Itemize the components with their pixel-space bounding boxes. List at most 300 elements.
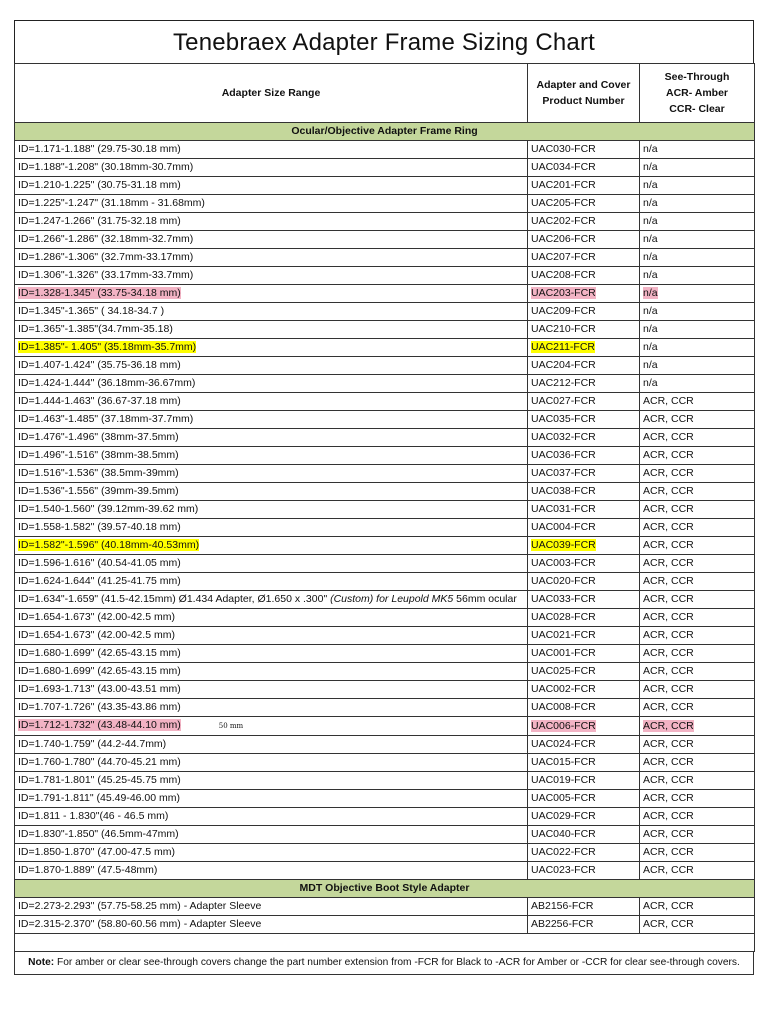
see-through-cell-text: ACR, CCR xyxy=(643,828,694,840)
range-cell-text: ID=2.315-2.370" (58.80-60.56 mm) - Adapter Sleeve xyxy=(18,918,262,930)
product-number-cell-text: UAC203-FCR xyxy=(531,287,596,299)
product-number-cell-text: UAC202-FCR xyxy=(531,215,596,227)
product-number-cell xyxy=(528,303,640,321)
range-cell-text: ID=1.582"-1.596" (40.18mm-40.53mm) xyxy=(18,539,200,551)
product-number-cell xyxy=(528,429,640,447)
table-row xyxy=(15,519,755,537)
range-cell-text: ID=1.424-1.444" (36.18mm-36.67mm) xyxy=(18,377,196,389)
see-through-cell-text: ACR, CCR xyxy=(643,701,694,713)
range-cell xyxy=(15,429,528,447)
product-number-cell xyxy=(528,321,640,339)
see-through-cell xyxy=(640,267,755,285)
see-through-cell xyxy=(640,177,755,195)
table-row xyxy=(15,916,755,934)
range-cell xyxy=(15,321,528,339)
product-number-cell xyxy=(528,736,640,754)
range-cell-text: ID=1.654-1.673" (42.00-42.5 mm) xyxy=(18,611,175,623)
table-row xyxy=(15,339,755,357)
see-through-cell-text: ACR, CCR xyxy=(643,774,694,786)
table-row xyxy=(15,429,755,447)
product-number-cell xyxy=(528,555,640,573)
product-number-cell xyxy=(528,717,640,736)
product-number-cell-text: UAC206-FCR xyxy=(531,233,596,245)
see-through-cell xyxy=(640,141,755,159)
table-row xyxy=(15,537,755,555)
see-through-cell-text: ACR, CCR xyxy=(643,683,694,695)
see-through-cell-text: n/a xyxy=(643,269,658,281)
range-cell-text: ID=1.680-1.699" (42.65-43.15 mm) xyxy=(18,647,181,659)
see-through-cell xyxy=(640,645,755,663)
product-number-cell-text: UAC004-FCR xyxy=(531,521,596,533)
blank-row xyxy=(15,934,755,952)
range-cell-text: ID=1.693-1.713" (43.00-43.51 mm) xyxy=(18,683,181,695)
product-number-cell-text: UAC204-FCR xyxy=(531,359,596,371)
product-number-cell-text: UAC208-FCR xyxy=(531,269,596,281)
note-label: Note: xyxy=(28,957,55,968)
table-row xyxy=(15,573,755,591)
see-through-cell xyxy=(640,519,755,537)
see-through-cell-text: ACR, CCR xyxy=(643,521,694,533)
see-through-cell-text: ACR, CCR xyxy=(643,665,694,677)
see-through-cell-text: ACR, CCR xyxy=(643,593,694,605)
product-number-cell xyxy=(528,339,640,357)
product-number-cell-text: UAC006-FCR xyxy=(531,719,596,732)
range-cell xyxy=(15,177,528,195)
see-through-cell xyxy=(640,483,755,501)
product-number-cell-text: UAC036-FCR xyxy=(531,449,596,461)
product-number-cell-text: UAC029-FCR xyxy=(531,810,596,822)
product-number-cell xyxy=(528,159,640,177)
range-cell-text: ID=1.811 - 1.830"(46 - 46.5 mm) xyxy=(18,810,169,822)
see-through-cell-text: ACR, CCR xyxy=(643,629,694,641)
product-number-cell-text: UAC027-FCR xyxy=(531,395,596,407)
product-number-cell xyxy=(528,772,640,790)
range-cell xyxy=(15,357,528,375)
see-through-cell xyxy=(640,754,755,772)
product-number-cell xyxy=(528,285,640,303)
range-cell xyxy=(15,844,528,862)
product-number-cell-text: UAC039-FCR xyxy=(531,539,596,551)
product-number-cell xyxy=(528,195,640,213)
product-number-cell xyxy=(528,826,640,844)
range-cell xyxy=(15,627,528,645)
see-through-cell-text: n/a xyxy=(643,287,658,299)
range-cell-text: ID=1.225"-1.247" (31.18mm - 31.68mm) xyxy=(18,197,205,209)
see-through-cell-text: n/a xyxy=(643,233,658,245)
range-cell xyxy=(15,249,528,267)
range-cell-text: ID=1.266"-1.286" (32.18mm-32.7mm) xyxy=(18,233,194,245)
see-through-cell-text: n/a xyxy=(643,341,658,353)
table-row xyxy=(15,375,755,393)
product-number-cell xyxy=(528,627,640,645)
see-through-cell xyxy=(640,465,755,483)
range-cell-text: ID=1.870-1.889" (47.5-48mm) xyxy=(18,864,158,876)
see-through-cell-text: ACR, CCR xyxy=(643,864,694,876)
see-through-cell-text: ACR, CCR xyxy=(643,395,694,407)
product-number-cell-text: UAC002-FCR xyxy=(531,683,596,695)
see-through-cell-text: ACR, CCR xyxy=(643,449,694,461)
see-through-cell xyxy=(640,573,755,591)
see-through-cell-text: n/a xyxy=(643,215,658,227)
see-through-cell xyxy=(640,591,755,609)
product-number-cell-text: UAC033-FCR xyxy=(531,593,596,605)
product-number-cell-text: UAC038-FCR xyxy=(531,485,596,497)
product-number-cell-text: UAC028-FCR xyxy=(531,611,596,623)
range-cell-text: ID=1.328-1.345" (33.75-34.18 mm) xyxy=(18,287,181,299)
product-number-cell-text: UAC211-FCR xyxy=(531,341,595,353)
product-number-cell-text: UAC021-FCR xyxy=(531,629,596,641)
table-row xyxy=(15,826,755,844)
product-number-cell-text: UAC032-FCR xyxy=(531,431,596,443)
product-number-cell-text: UAC008-FCR xyxy=(531,701,596,713)
table-row xyxy=(15,213,755,231)
product-number-cell-text: UAC015-FCR xyxy=(531,756,596,768)
see-through-cell xyxy=(640,303,755,321)
range-cell-text: ID=1.654-1.673" (42.00-42.5 mm) xyxy=(18,629,175,641)
range-cell xyxy=(15,375,528,393)
range-cell xyxy=(15,717,528,736)
table-row xyxy=(15,555,755,573)
section-title: MDT Objective Boot Style Adapter xyxy=(15,880,755,898)
see-through-cell-text: ACR, CCR xyxy=(643,575,694,587)
product-number-cell-text: UAC019-FCR xyxy=(531,774,596,786)
range-cell-text: ID=1.558-1.582" (39.57-40.18 mm) xyxy=(18,521,181,533)
blank-cell xyxy=(15,934,755,952)
header-see-through: See-Through ACR- Amber CCR- Clear xyxy=(640,64,755,123)
see-through-cell xyxy=(640,699,755,717)
table-row xyxy=(15,267,755,285)
range-cell xyxy=(15,736,528,754)
range-cell xyxy=(15,483,528,501)
see-through-cell-text: ACR, CCR xyxy=(643,413,694,425)
see-through-cell xyxy=(640,717,755,736)
see-through-cell-text: ACR, CCR xyxy=(643,485,694,497)
see-through-cell-text: ACR, CCR xyxy=(643,918,694,930)
table-row xyxy=(15,177,755,195)
table-row xyxy=(15,357,755,375)
range-cell-text: ID=1.850-1.870" (47.00-47.5 mm) xyxy=(18,846,175,858)
see-through-cell-text: n/a xyxy=(643,161,658,173)
range-cell-text: ID=1.712-1.732" (43.48-44.10 mm) xyxy=(18,719,181,731)
see-through-cell xyxy=(640,411,755,429)
see-through-cell-text: n/a xyxy=(643,143,658,155)
table-row xyxy=(15,772,755,790)
product-number-cell xyxy=(528,916,640,934)
range-cell xyxy=(15,772,528,790)
range-cell-text: ID=1.496"-1.516" (38mm-38.5mm) xyxy=(18,449,179,461)
see-through-cell xyxy=(640,772,755,790)
see-through-cell xyxy=(640,844,755,862)
table-row xyxy=(15,231,755,249)
range-cell xyxy=(15,393,528,411)
product-number-cell xyxy=(528,808,640,826)
product-number-cell-text: UAC030-FCR xyxy=(531,143,596,155)
product-number-cell xyxy=(528,483,640,501)
product-number-cell xyxy=(528,177,640,195)
see-through-cell xyxy=(640,501,755,519)
note-text: For amber or clear see-through covers change the part number extension from -FCR for Black to -ACR for Amber or -CCR for clear see-through covers. xyxy=(54,957,740,968)
range-cell xyxy=(15,231,528,249)
table-row xyxy=(15,717,755,736)
see-through-cell-text: ACR, CCR xyxy=(643,900,694,912)
product-number-cell xyxy=(528,609,640,627)
product-number-cell-text: UAC001-FCR xyxy=(531,647,596,659)
product-number-cell-text: UAC003-FCR xyxy=(531,557,596,569)
product-number-cell xyxy=(528,573,640,591)
header-product-number: Adapter and Cover Product Number xyxy=(528,64,640,123)
product-number-cell xyxy=(528,213,640,231)
table-row xyxy=(15,321,755,339)
range-cell-text: ID=1.247-1.266" (31.75-32.18 mm) xyxy=(18,215,181,227)
range-cell-text: ID=1.345"-1.365" ( 34.18-34.7 ) xyxy=(18,305,165,317)
range-cell-text: ID=1.171-1.188" (29.75-30.18 mm) xyxy=(18,143,181,155)
range-cell-text: ID=1.476"-1.496" (38mm-37.5mm) xyxy=(18,431,179,443)
product-number-cell-text: UAC205-FCR xyxy=(531,197,596,209)
range-cell xyxy=(15,285,528,303)
table-row xyxy=(15,898,755,916)
see-through-cell-text: ACR, CCR xyxy=(643,539,694,551)
product-number-cell xyxy=(528,591,640,609)
table-row xyxy=(15,862,755,880)
chart-title-box xyxy=(14,20,754,63)
range-cell-text: ID=1.830"-1.850" (46.5mm-47mm) xyxy=(18,828,179,840)
product-number-cell-text: UAC020-FCR xyxy=(531,575,596,587)
range-cell xyxy=(15,537,528,555)
range-tail-text: 56mm ocular xyxy=(453,593,517,605)
range-cell xyxy=(15,591,528,609)
range-italic-text: (Custom) for Leupold MK5 xyxy=(330,593,454,605)
product-number-cell xyxy=(528,754,640,772)
table-row xyxy=(15,249,755,267)
see-through-cell-text: n/a xyxy=(643,323,658,335)
see-through-cell-text: ACR, CCR xyxy=(643,792,694,804)
see-through-cell-text: n/a xyxy=(643,377,658,389)
table-row xyxy=(15,681,755,699)
product-number-cell xyxy=(528,519,640,537)
product-number-cell xyxy=(528,790,640,808)
see-through-cell xyxy=(640,555,755,573)
product-number-cell-text: UAC209-FCR xyxy=(531,305,596,317)
product-number-cell-text: UAC025-FCR xyxy=(531,665,596,677)
product-number-cell-text: UAC023-FCR xyxy=(531,864,596,876)
range-cell-text: ID=1.365"-1.385"(34.7mm-35.18) xyxy=(18,323,173,335)
table-row xyxy=(15,627,755,645)
range-cell xyxy=(15,663,528,681)
see-through-cell xyxy=(640,447,755,465)
product-number-cell xyxy=(528,501,640,519)
table-row xyxy=(15,754,755,772)
table-row xyxy=(15,411,755,429)
see-through-cell-text: ACR, CCR xyxy=(643,756,694,768)
sizing-chart-sheet xyxy=(14,20,754,1014)
range-cell xyxy=(15,808,528,826)
table-row xyxy=(15,501,755,519)
range-cell xyxy=(15,681,528,699)
see-through-cell xyxy=(640,681,755,699)
range-cell xyxy=(15,898,528,916)
see-through-cell xyxy=(640,375,755,393)
see-through-cell xyxy=(640,339,755,357)
range-cell xyxy=(15,754,528,772)
range-cell xyxy=(15,339,528,357)
see-through-cell xyxy=(640,609,755,627)
see-through-cell xyxy=(640,321,755,339)
range-cell-text: ID=1.624-1.644" (41.25-41.75 mm) xyxy=(18,575,181,587)
see-through-cell-text: ACR, CCR xyxy=(643,557,694,569)
see-through-cell xyxy=(640,357,755,375)
range-cell xyxy=(15,573,528,591)
range-cell-text: ID=1.385"- 1.405" (35.18mm-35.7mm) xyxy=(18,341,197,353)
see-through-cell xyxy=(640,790,755,808)
see-through-cell-text: n/a xyxy=(643,197,658,209)
table-row xyxy=(15,483,755,501)
range-cell-text: ID=1.740-1.759" (44.2-44.7mm) xyxy=(18,738,167,750)
product-number-cell xyxy=(528,357,640,375)
product-number-cell xyxy=(528,645,640,663)
see-through-cell-text: ACR, CCR xyxy=(643,503,694,515)
range-cell-text: ID=1.791-1.811" (45.49-46.00 mm) xyxy=(18,792,180,804)
table-row xyxy=(15,393,755,411)
range-cell-text: ID=1.444-1.463" (36.67-37.18 mm) xyxy=(18,395,181,407)
product-number-cell xyxy=(528,663,640,681)
product-number-cell-text: UAC207-FCR xyxy=(531,251,596,263)
see-through-cell xyxy=(640,663,755,681)
table-row xyxy=(15,808,755,826)
see-through-cell xyxy=(640,195,755,213)
chart-title: Tenebraex Adapter Frame Sizing Chart xyxy=(172,29,596,56)
see-through-cell-text: ACR, CCR xyxy=(643,611,694,623)
range-cell xyxy=(15,790,528,808)
see-through-cell xyxy=(640,627,755,645)
see-through-cell-text: n/a xyxy=(643,305,658,317)
range-cell xyxy=(15,447,528,465)
range-cell-text: ID=1.596-1.616" (40.54-41.05 mm) xyxy=(18,557,181,569)
header-adapter-size-range: Adapter Size Range xyxy=(15,64,528,123)
table-row xyxy=(15,699,755,717)
product-number-cell-text: UAC040-FCR xyxy=(531,828,596,840)
range-cell-text: ID=2.273-2.293" (57.75-58.25 mm) - Adapter Sleeve xyxy=(18,900,262,912)
product-number-cell xyxy=(528,898,640,916)
see-through-cell xyxy=(640,159,755,177)
sizing-table xyxy=(14,63,755,952)
product-number-cell xyxy=(528,699,640,717)
range-cell xyxy=(15,699,528,717)
product-number-cell-text: UAC031-FCR xyxy=(531,503,596,515)
see-through-cell xyxy=(640,736,755,754)
see-through-cell-text: ACR, CCR xyxy=(643,810,694,822)
table-row xyxy=(15,663,755,681)
table-row xyxy=(15,285,755,303)
product-number-cell-text: UAC212-FCR xyxy=(531,377,596,389)
see-through-cell-text: ACR, CCR xyxy=(643,738,694,750)
range-cell xyxy=(15,501,528,519)
see-through-cell-text: ACR, CCR xyxy=(643,719,694,732)
see-through-cell xyxy=(640,429,755,447)
section-header-ocular-objective xyxy=(15,123,755,141)
product-number-cell-text: UAC210-FCR xyxy=(531,323,596,335)
product-number-cell xyxy=(528,862,640,880)
see-through-cell xyxy=(640,537,755,555)
range-annotation: 50 mm xyxy=(218,722,244,730)
range-cell xyxy=(15,267,528,285)
see-through-cell xyxy=(640,826,755,844)
range-cell-text: ID=1.707-1.726" (43.35-43.86 mm) xyxy=(18,701,181,713)
range-cell-text: ID=1.306"-1.326" (33.17mm-33.7mm) xyxy=(18,269,194,281)
see-through-cell xyxy=(640,285,755,303)
see-through-cell-text: ACR, CCR xyxy=(643,431,694,443)
see-through-cell xyxy=(640,808,755,826)
see-through-cell-text: n/a xyxy=(643,179,658,191)
section-title: Ocular/Objective Adapter Frame Ring xyxy=(15,123,755,141)
table-row xyxy=(15,844,755,862)
range-cell-text: ID=1.407-1.424" (35.75-36.18 mm) xyxy=(18,359,181,371)
range-cell xyxy=(15,213,528,231)
range-cell xyxy=(15,555,528,573)
see-through-cell xyxy=(640,916,755,934)
product-number-cell-text: AB2256-FCR xyxy=(531,918,594,930)
see-through-cell xyxy=(640,213,755,231)
see-through-cell xyxy=(640,862,755,880)
range-cell xyxy=(15,519,528,537)
table-row xyxy=(15,141,755,159)
range-cell-text: ID=1.536"-1.556" (39mm-39.5mm) xyxy=(18,485,179,497)
product-number-cell-text: UAC035-FCR xyxy=(531,413,596,425)
product-number-cell xyxy=(528,249,640,267)
product-number-cell xyxy=(528,141,640,159)
product-number-cell-text: UAC024-FCR xyxy=(531,738,596,750)
table-row xyxy=(15,465,755,483)
product-number-cell xyxy=(528,375,640,393)
range-cell xyxy=(15,826,528,844)
table-row xyxy=(15,159,755,177)
range-cell-text: ID=1.634"-1.659" (41.5-42.15mm) Ø1.434 Adapter, Ø1.650 x .300" xyxy=(18,593,331,605)
see-through-cell-text: n/a xyxy=(643,251,658,263)
see-through-cell-text: ACR, CCR xyxy=(643,647,694,659)
product-number-cell xyxy=(528,844,640,862)
product-number-cell xyxy=(528,267,640,285)
table-row xyxy=(15,591,755,609)
range-cell xyxy=(15,645,528,663)
header-row xyxy=(15,64,755,123)
table-row xyxy=(15,790,755,808)
table-row xyxy=(15,303,755,321)
see-through-cell xyxy=(640,393,755,411)
table-row xyxy=(15,736,755,754)
product-number-cell xyxy=(528,537,640,555)
table-row xyxy=(15,195,755,213)
range-cell-text: ID=1.760-1.780" (44.70-45.21 mm) xyxy=(18,756,181,768)
see-through-cell-text: ACR, CCR xyxy=(643,467,694,479)
range-cell xyxy=(15,159,528,177)
range-cell xyxy=(15,141,528,159)
range-cell xyxy=(15,916,528,934)
range-cell-text: ID=1.188"-1.208" (30.18mm-30.7mm) xyxy=(18,161,194,173)
product-number-cell xyxy=(528,681,640,699)
product-number-cell-text: UAC034-FCR xyxy=(531,161,596,173)
product-number-cell xyxy=(528,411,640,429)
range-cell xyxy=(15,195,528,213)
range-cell xyxy=(15,465,528,483)
product-number-cell-text: UAC201-FCR xyxy=(531,179,596,191)
see-through-cell xyxy=(640,231,755,249)
table-row xyxy=(15,609,755,627)
product-number-cell-text: UAC005-FCR xyxy=(531,792,596,804)
range-cell xyxy=(15,303,528,321)
product-number-cell xyxy=(528,465,640,483)
product-number-cell xyxy=(528,447,640,465)
range-cell-text: ID=1.516"-1.536" (38.5mm-39mm) xyxy=(18,467,179,479)
range-cell-text: ID=1.286"-1.306" (32.7mm-33.17mm) xyxy=(18,251,194,263)
